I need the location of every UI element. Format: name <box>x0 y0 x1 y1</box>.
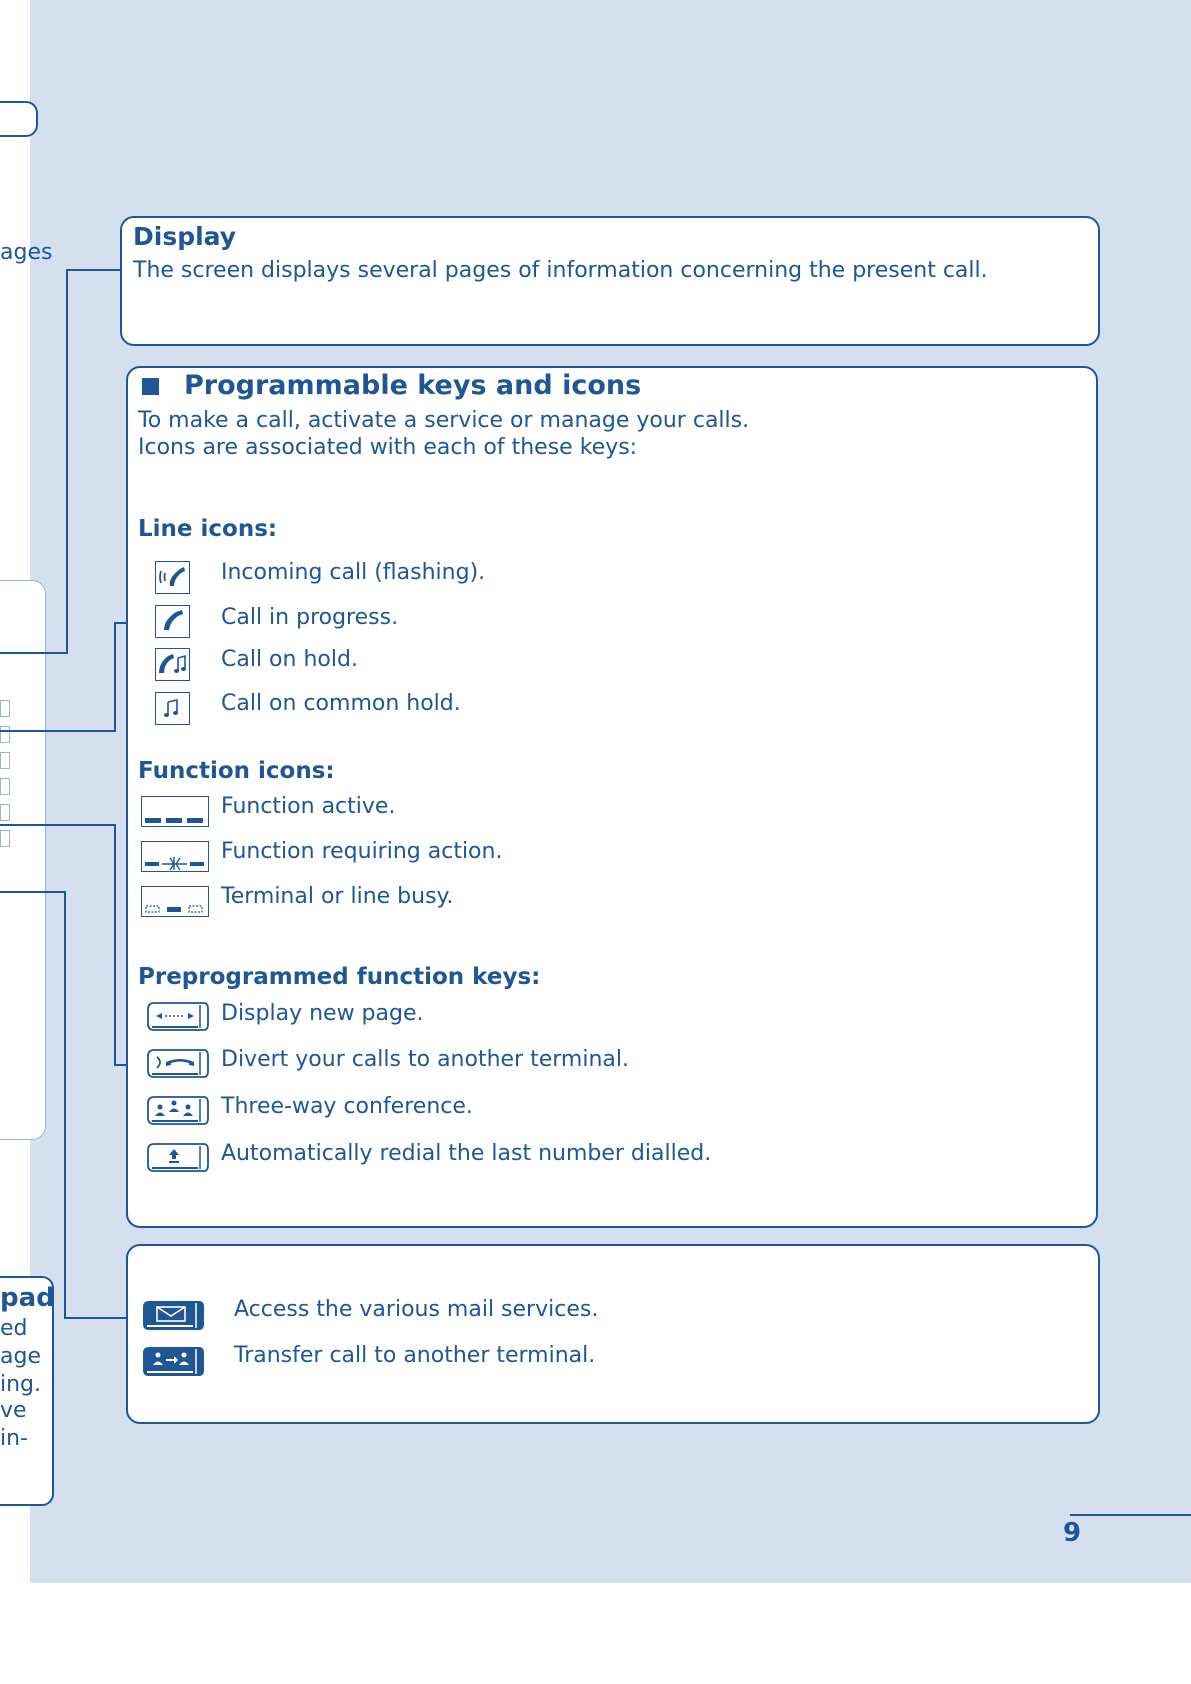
redial-key-icon[interactable] <box>146 1142 210 1173</box>
mail-transfer-box <box>126 1244 1100 1424</box>
line-busy-icon <box>141 886 209 917</box>
connector-preprog-h1 <box>0 824 116 826</box>
conference-key-icon[interactable] <box>146 1095 210 1126</box>
page-number-rule <box>1070 1514 1191 1516</box>
left-fragment-ve: ve <box>0 1398 27 1423</box>
display-box <box>120 216 1100 346</box>
left-fragment-age: age <box>0 1344 41 1369</box>
transfer-key-icon[interactable] <box>141 1345 207 1378</box>
connector-mail-h1 <box>0 891 66 893</box>
connector-display-h1 <box>66 269 121 271</box>
call-on-hold-icon <box>155 648 190 681</box>
left-phone-outline <box>0 580 46 1140</box>
line-icon-label-2: Call in progress. <box>221 605 399 630</box>
incoming-call-icon <box>155 561 190 594</box>
mail-key-icon[interactable] <box>141 1299 207 1332</box>
new-page-key-icon[interactable] <box>146 1001 210 1032</box>
common-hold-icon <box>155 692 190 725</box>
preprog-key-label-2: Divert your calls to another terminal. <box>221 1047 629 1072</box>
left-fragment-box-top <box>0 101 38 137</box>
function-icon-label-3: Terminal or line busy. <box>221 884 454 909</box>
connector-mail-h2 <box>64 1317 126 1319</box>
connector-keys-h2 <box>0 730 116 732</box>
display-title: Display <box>133 222 237 251</box>
line-icon-label-1: Incoming call (flashing). <box>221 560 486 585</box>
connector-preprog-h2 <box>114 1064 126 1066</box>
divert-key-icon[interactable] <box>146 1048 210 1079</box>
left-fragment-pad: pad <box>0 1283 55 1313</box>
display-text: The screen displays several pages of information concerning the present call. <box>133 258 988 283</box>
page-number: 9 <box>1063 1518 1082 1548</box>
function-icon-label-1: Function active. <box>221 794 396 819</box>
programmable-title: Programmable keys and icons <box>184 370 642 401</box>
programmable-line1: To make a call, activate a service or manage your calls. <box>138 408 750 433</box>
line-icons-heading: Line icons: <box>138 516 278 542</box>
section-bullet <box>142 378 159 395</box>
preprog-key-label-4: Automatically redial the last number dialled. <box>221 1141 712 1166</box>
left-phone-keys <box>0 700 10 856</box>
function-action-icon <box>141 841 209 872</box>
left-fragment-ing: ing. <box>0 1372 42 1397</box>
line-icon-label-3: Call on hold. <box>221 647 358 672</box>
connector-display-h2 <box>0 652 68 654</box>
connector-preprog-v <box>114 824 116 1066</box>
programmable-line2: Icons are associated with each of these keys: <box>138 435 638 460</box>
connector-display-v <box>66 269 68 654</box>
function-active-icon <box>141 796 209 827</box>
connector-mail-v <box>64 891 66 1319</box>
programmable-keys-box <box>126 366 1098 1228</box>
mail-label: Access the various mail services. <box>234 1297 599 1322</box>
left-fragment-ed: ed <box>0 1316 28 1341</box>
transfer-label: Transfer call to another terminal. <box>234 1343 596 1368</box>
preprog-key-label-3: Three-way conference. <box>221 1094 473 1119</box>
line-icon-label-4: Call on common hold. <box>221 691 461 716</box>
preprog-key-label-1: Display new page. <box>221 1001 424 1026</box>
connector-keys-v <box>114 622 116 732</box>
function-icons-heading: Function icons: <box>138 758 335 784</box>
left-fragment-ages: ages <box>0 240 53 265</box>
function-icon-label-2: Function requiring action. <box>221 839 503 864</box>
left-fragment-in: in- <box>0 1426 28 1451</box>
preprogrammed-heading: Preprogrammed function keys: <box>138 964 541 990</box>
call-in-progress-icon <box>155 605 190 638</box>
